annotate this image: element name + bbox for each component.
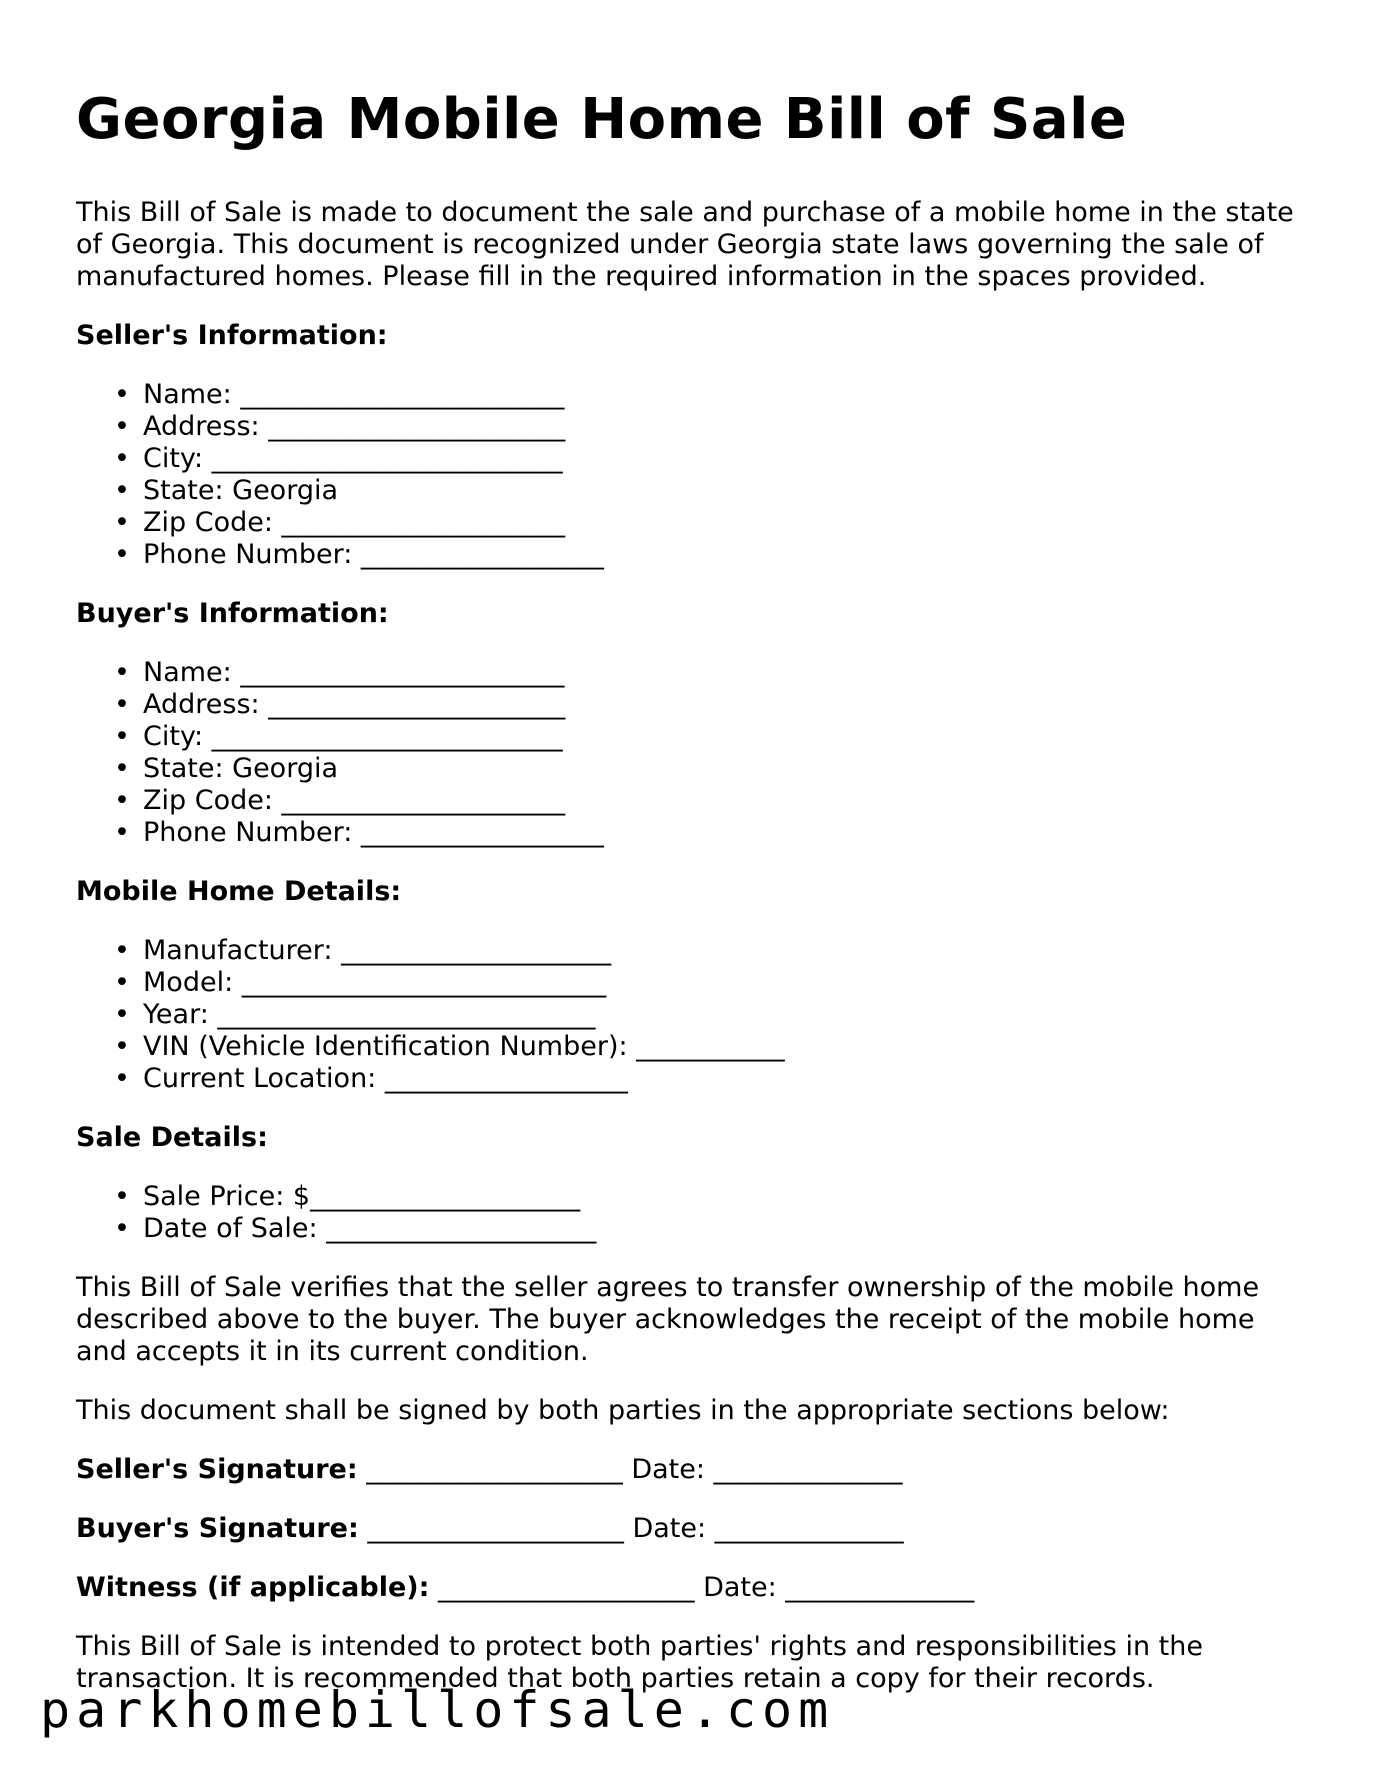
sale-price-field: • Sale Price: $____________________ [76, 1181, 1306, 1213]
seller-state-field: • State: Georgia [76, 475, 1306, 507]
buyer-state-field: • State: Georgia [76, 753, 1306, 785]
current-location-field: • Current Location: __________________ [76, 1063, 1306, 1095]
seller-signature-line [76, 1454, 1306, 1486]
seller-city-field: • City: __________________________ [76, 443, 1306, 475]
signing-instruction: This document shall be signed by both parties in the appropriate sections below: [76, 1395, 1170, 1426]
home-details-heading: Mobile Home Details: [76, 876, 402, 907]
witness-signature-label: Witness (if applicable): [76, 1572, 430, 1603]
vin-field: • VIN (Vehicle Identification Number): ___________ [76, 1031, 1306, 1063]
sale-details-heading: Sale Details: [76, 1122, 268, 1153]
manufacturer-field: • Manufacturer: ____________________ [76, 935, 1306, 967]
year-field: • Year: ____________________________ [76, 999, 1306, 1031]
buyer-address-field: • Address: ______________________ [76, 689, 1306, 721]
verification-paragraph: This Bill of Sale verifies that the seller agrees to transfer ownership of the mobile home described above to the buyer. The buyer acknowledges the receipt of the mobile home and accepts it in its current condition. [76, 1272, 1260, 1367]
seller-field-list [76, 379, 1306, 571]
buyer-signature-label: Buyer's Signature: [76, 1513, 359, 1544]
buyer-phone-field: • Phone Number: __________________ [76, 817, 1306, 849]
intro-paragraph: This Bill of Sale is made to document the sale and purchase of a mobile home in the state of Georgia. This document is recognized under Georgia state laws governing the sale of manufactured homes. Please fill in the required information in the spaces provided. [76, 197, 1294, 292]
seller-zip-field: • Zip Code: _____________________ [76, 507, 1306, 539]
seller-signature-blank: ___________________ Date: ______________ [357, 1454, 903, 1485]
seller-name-field: • Name: ________________________ [76, 379, 1306, 411]
document-page [76, 88, 1306, 1695]
buyer-signature-line [76, 1513, 1306, 1545]
model-field: • Model: ___________________________ [76, 967, 1306, 999]
document-title: Georgia Mobile Home Bill of Sale [76, 87, 1128, 152]
buyer-city-field: • City: __________________________ [76, 721, 1306, 753]
buyer-signature-blank: ___________________ Date: ______________ [358, 1513, 904, 1544]
closing-paragraph: This Bill of Sale is intended to protect both parties' rights and responsibilities in the transaction. It is recommended that both parties retain a copy for their records. [76, 1631, 1203, 1694]
buyer-name-field: • Name: ________________________ [76, 657, 1306, 689]
seller-heading: Seller's Information: [76, 320, 388, 351]
witness-signature-line [76, 1572, 1306, 1604]
buyer-field-list [76, 657, 1306, 849]
witness-signature-blank: ___________________ Date: ______________ [429, 1572, 975, 1603]
buyer-heading: Buyer's Information: [76, 598, 389, 629]
watermark-text: parkhomebillofsale.com [40, 1681, 835, 1739]
home-details-list [76, 935, 1306, 1095]
buyer-zip-field: • Zip Code: _____________________ [76, 785, 1306, 817]
seller-phone-field: • Phone Number: __________________ [76, 539, 1306, 571]
seller-signature-label: Seller's Signature: [76, 1454, 358, 1485]
seller-address-field: • Address: ______________________ [76, 411, 1306, 443]
sale-details-list [76, 1181, 1306, 1245]
date-of-sale-field: • Date of Sale: ____________________ [76, 1213, 1306, 1245]
